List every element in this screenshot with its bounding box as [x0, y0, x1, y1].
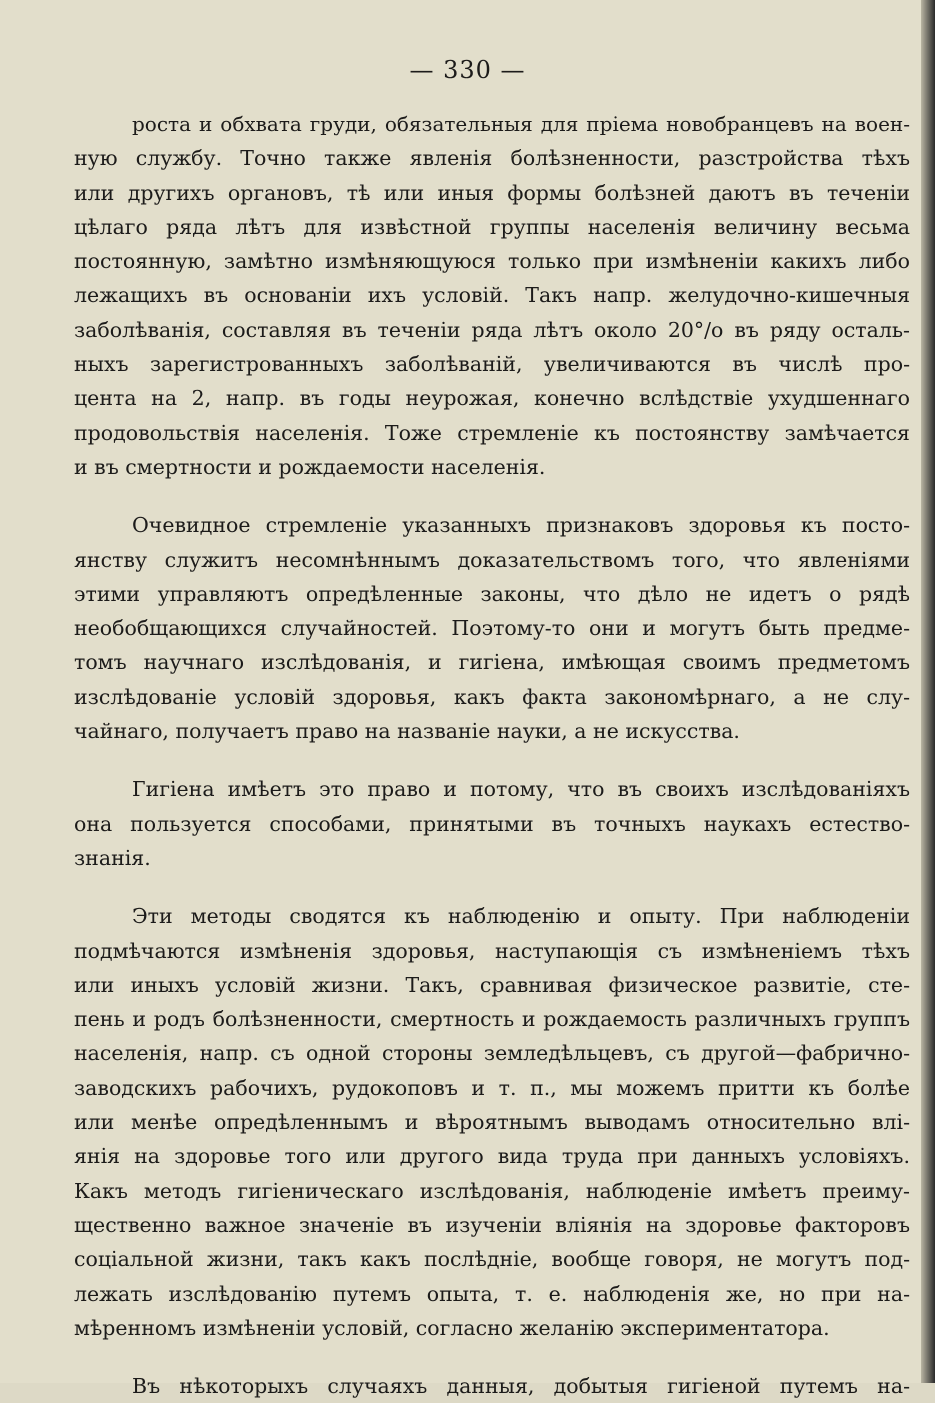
text-line: цѣлаго ряда лѣтъ для извѣстной группы населенія величину весьма	[74, 214, 910, 239]
text-line: янія на здоровье того или другого вида труда при данныхъ условіяхъ.	[74, 1144, 910, 1169]
text-line: ныхъ зарегистрованныхъ заболѣваній, увеличиваются въ числѣ про-	[74, 352, 910, 377]
body-text	[74, 107, 910, 1403]
text-line: или другихъ органовъ, тѣ или иныя формы болѣзней даютъ въ теченіи	[74, 180, 910, 205]
page-number: — 330 —	[409, 56, 526, 84]
paragraph	[74, 772, 910, 875]
text-line: ную службу. Точно также явленія болѣзненности, разстройства тѣхъ	[74, 146, 910, 171]
text-line: янству служитъ несомнѣннымъ доказательствомъ того, что явленіями	[74, 547, 910, 572]
text-line: цента на 2, напр. въ годы неурожая, конечно вслѣдствіе ухудшеннаго	[74, 386, 910, 411]
text-line: роста и обхвата груди, обязательныя для пріема новобранцевъ на воен-	[132, 112, 910, 136]
text-line: продовольствія населенія. Тоже стремленіе къ постоянству замѣчается	[74, 420, 910, 445]
text-line: этими управляютъ опредѣленные законы, что дѣло не идетъ о рядѣ	[74, 581, 910, 606]
text-line: постоянную, замѣтно измѣняющуюся только при измѣненіи какихъ либо	[74, 249, 910, 274]
text-line: Очевидное стремленіе указанныхъ признаковъ здоровья къ посто-	[132, 513, 910, 538]
text-line: Эти методы сводятся къ наблюденію и опыту. При наблюденіи	[132, 904, 910, 929]
text-line: лежать изслѣдованію путемъ опыта, т. е. наблюденія же, но при на-	[74, 1281, 910, 1306]
paragraph	[74, 107, 910, 484]
text-line: томъ научнаго изслѣдованія, и гигіена, имѣющая своимъ предметомъ	[74, 650, 910, 675]
text-line: чайнаго, получаетъ право на названіе науки, а не искусства.	[74, 719, 740, 744]
text-line: или иныхъ условій жизни. Такъ, сравнивая физическое развитіе, сте-	[74, 972, 910, 997]
text-line: Въ нѣкоторыхъ случаяхъ данныя, добытыя гигіеной путемъ на-	[132, 1374, 910, 1399]
text-line: знанія.	[74, 845, 151, 870]
text-line: она пользуется способами, принятыми въ точныхъ наукахъ естество-	[74, 811, 910, 836]
text-line: мѣренномъ измѣненіи условій, согласно желанію экспериментатора.	[74, 1315, 830, 1340]
text-line: необобщающихся случайностей. Поэтому-то они и могутъ быть предме-	[74, 616, 910, 641]
text-line: изслѣдованіе условій здоровья, какъ факта закономѣрнаго, а не слу-	[74, 684, 910, 709]
text-line: соціальной жизни, такъ какъ послѣдніе, вообще говоря, не могутъ под-	[74, 1247, 910, 1272]
text-line: и въ смертности и рождаемости населенія.	[74, 454, 546, 479]
text-line: или менѣе опредѣленнымъ и вѣроятнымъ выводамъ относительно влі-	[74, 1110, 910, 1135]
text-line: щественно важное значеніе въ изученіи вліянія на здоровье факторовъ	[74, 1212, 910, 1237]
paragraph	[74, 899, 910, 1345]
text-line: Какъ методъ гигіеническаго изслѣдованія, наблюденіе имѣетъ преиму-	[74, 1178, 910, 1203]
text-line: населенія, напр. съ одной стороны земледѣльцевъ, съ другой—фабрично-	[74, 1041, 910, 1066]
paragraph	[74, 1369, 910, 1403]
paragraph	[74, 508, 910, 748]
text-line: подмѣчаются измѣненія здоровья, наступающія съ измѣненіемъ тѣхъ	[74, 938, 910, 963]
text-line: заводскихъ рабочихъ, рудокоповъ и т. п., мы можемъ притти къ болѣе	[74, 1075, 910, 1100]
text-line: Гигіена имѣетъ это право и потому, что въ своихъ изслѣдованіяхъ	[132, 777, 910, 802]
text-line: пень и родъ болѣзненности, смертность и рождаемость различныхъ группъ	[74, 1007, 910, 1032]
text-line: лежащихъ въ основаніи ихъ условій. Такъ напр. желудочно-кишечныя	[74, 283, 910, 308]
page-edge	[921, 0, 935, 1383]
text-line: заболѣванія, составляя въ теченіи ряда лѣтъ около 20°/о въ ряду осталь-	[74, 317, 910, 342]
